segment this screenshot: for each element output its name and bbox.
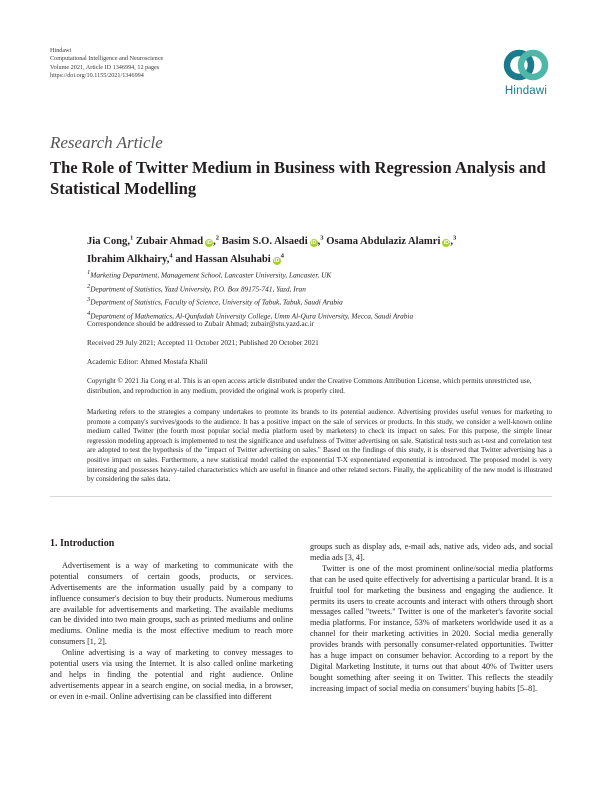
affiliation-3: $^3$Department of Statistics, Faculty of Science, University of Tabuk, Tabuk, Saudi Arabia xyxy=(87,296,343,307)
doi-link[interactable]: https://doi.org/10.1155/2021/1346994 xyxy=(50,71,144,79)
logo-word: Hindawi xyxy=(504,85,548,97)
article-type: Research Article xyxy=(50,133,163,152)
hindawi-logo xyxy=(497,46,555,108)
correspondence: Correspondence should be addressed to Zubair Ahmad; zubair@stu.yazd.ac.ir xyxy=(87,319,315,328)
abstract: Marketing refers to the strategies a company undertakes to promote its brands to its potential audience. Advertising provides useful venues for marketing to promote a company's survives/goods to the audience. It has a positive impact on the sale of services or products. In this study, we consider a well-known online medium called Twitter (the fourth most popular social media platform used by marketers) to check its impact on sales. For this purpose, the simple linear regression modeling approach is implemented to test the significance and usefulness of Twitter advertising on sale. Statistical tests such as t-test and correlation test are adopted to test the hypothesis of the "impact of Twitter advertising on sales." Based on the findings of this study, it is observed that Twitter advertising has a positive impact on sales. Furthermore, a new statistical model called the exponential T-X exponentiated exponential is introduced. The proposed model is very interesting and possesses heavy-tailed characteristics which are useful in finance and other related sectors. Finally, the applicability of the new model is illustrated by considering the sales data. xyxy=(87,408,552,484)
section-divider xyxy=(50,496,552,497)
author-3: Basim S.O. Alsaedi iD,$^3$ xyxy=(221,234,324,247)
right-column xyxy=(310,542,553,695)
journal-name: Computational Intelligence and Neuroscience xyxy=(50,55,164,63)
journal-volume: Volume 2021, Article ID 1346994, 12 pages xyxy=(50,63,160,71)
affiliations xyxy=(87,267,557,322)
left-column xyxy=(50,539,293,703)
affiliation-1: $^1$Marketing Department, Management School, Lancaster University, Lancaster, UK xyxy=(87,269,332,280)
intro-paragraph-1: Advertisement is a way of marketing to communicate with the potential consumers of certain goods, products, or services. Advertisements are the information usually paid by a company to influence consumer's decision to buy their products. Numerous mediums are available for advertisements and marketing. The available mediums can be divided into two main groups, such as printed mediums and online mediums. Online media is the most effective medium to reach more consumers [1, 2]. xyxy=(50,560,293,647)
author-6: and Hassan Alsuhabi $iD^4$ xyxy=(175,252,284,266)
author-4: Osama Abdulaziz Alamri iD,$^3$ xyxy=(326,234,457,247)
affiliation-4: $^4$Department of Mathematics, Al-Qunfudah University College, Umm Al-Qura University, Mecca, Saudi Arabia xyxy=(87,310,414,321)
article-dates: Received 29 July 2021; Accepted 11 October 2021; Published 20 October 2021 xyxy=(87,338,319,347)
author-1: Jia Cong,$^1$ xyxy=(87,234,134,247)
copyright-notice: Copyright © 2021 Jia Cong et al. This is an open access article distributed under the Creative Commons Attribution License, which permits unrestricted use, distribution, and reproduction in any medium, provided the original work is properly cited. xyxy=(87,377,532,395)
hindawi-logo-icon xyxy=(503,46,549,84)
intro-paragraph-2: Online advertising is a way of marketing to convey messages to potential users via using the Internet. It is also called online marketing and helps in finding the potential and right audience. Online advertisements appear in a search engine, on social media, in a browser, or even in e-mail. Online advertising can be classified into different xyxy=(50,648,293,701)
article-title: The Role of Twitter Medium in Business with Regression Analysis and Statistical Modelling xyxy=(50,158,546,198)
orcid-icon[interactable]: iD xyxy=(310,239,317,246)
author-2: Zubair Ahmad iD,$^2$ xyxy=(135,234,220,247)
publisher-name: Hindawi xyxy=(50,47,72,54)
author-list xyxy=(87,230,557,267)
academic-editor: Academic Editor: Ahmed Mostafa Khalil xyxy=(87,357,208,366)
journal-info xyxy=(50,47,163,80)
section-heading-introduction: 1. Introduction xyxy=(50,538,115,549)
orcid-icon[interactable]: iD xyxy=(443,239,450,246)
author-5: Ibrahim Alkhairy,$^4$ xyxy=(87,252,173,266)
intro-paragraph-4: Twitter is one of the most prominent online/social media platforms that can be used quite effectively for advertising a particular brand. It is a fruitful tool for marketing the business and engaging the audience. It permits its users to create accounts and interact with others through short messages called "tweets." Twitter is one of the marketer's favorite social media platforms. For instance, 53% of marketers worldwide used it as a channel for their marketing activities in 2020. Social media generally provides brands with personally consumer-related opportunities. Twitter has a huge impact on consumer behavior. According to a report by the Digital Marketing Institute, it turns out that about 40% of Twitter users bought something after seeing it on Twitter. This reflects the steadily increasing impact of social media on consumers' buying habits [5–8]. xyxy=(310,563,553,693)
orcid-icon[interactable]: iD xyxy=(273,258,280,265)
affiliation-2: $^2$Department of Statistics, Yazd University, P.O. Box 89175-741, Yazd, Iran xyxy=(87,282,306,294)
intro-paragraph-3: groups such as display ads, e-mail ads, native ads, video ads, and social media ads [3, 4]. xyxy=(310,542,553,562)
orcid-icon[interactable]: iD xyxy=(206,239,212,246)
